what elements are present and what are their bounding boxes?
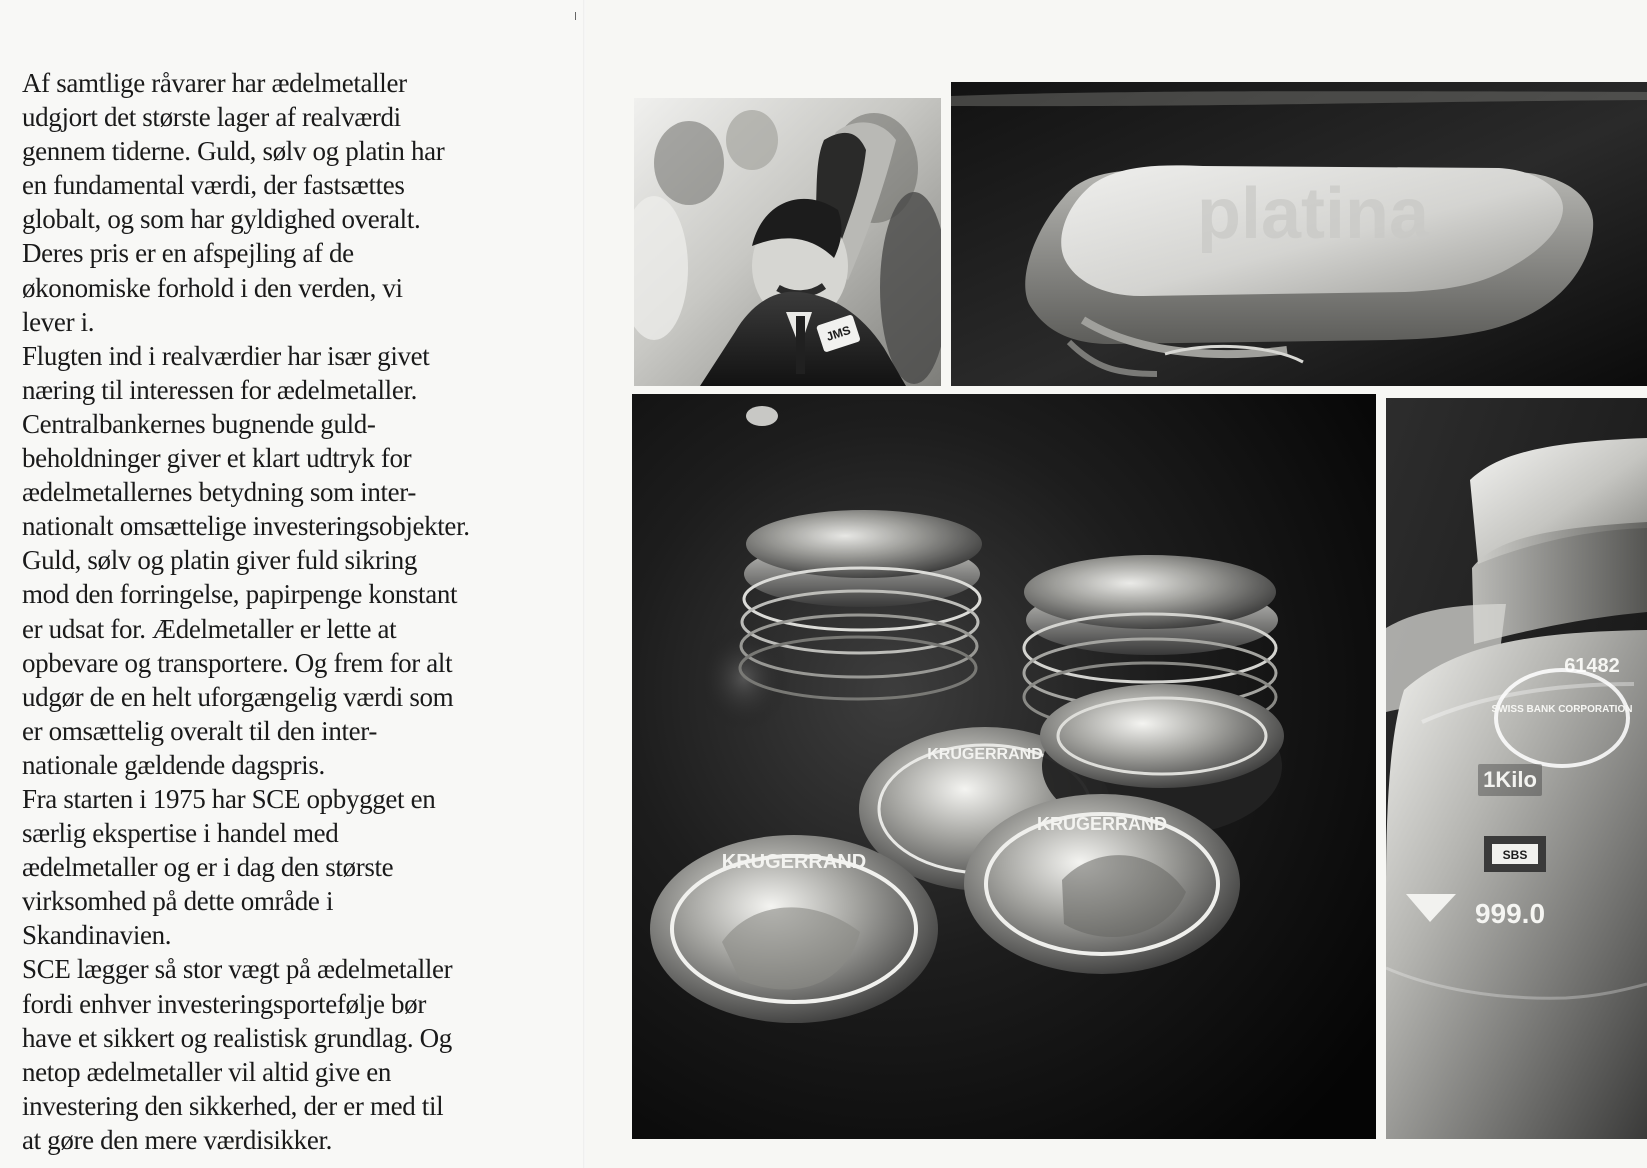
coin-inscription-3: KRUGERRAND	[1037, 814, 1167, 834]
paragraph-1: Af samtlige råvarer har ædelmetaller udgjort det største lager af realværdi gennem tiderne. Guld, sølv og platin har en fundamental værdi, der fastsættes globalt, og som har gyldighed overalt. Deres pris er en afspejling af de økonomiske forhold i den verden, vi lever i.	[22, 68, 445, 337]
gold-bar-serial: 61482	[1564, 655, 1620, 677]
gold-bar-weight: 1Kilo	[1483, 767, 1537, 792]
coin-inscription-1: KRUGERRAND	[927, 746, 1043, 763]
trader-photo	[634, 98, 941, 386]
platinum-bar-photo	[951, 82, 1647, 386]
gold-bars-photo	[1386, 398, 1647, 1139]
platinum-bar-graphic	[951, 82, 1647, 386]
body-copy	[22, 66, 562, 1157]
krugerrand-coins-photo	[632, 394, 1376, 1139]
paragraph-3: Fra starten i 1975 har SCE opbygget en særlig ekspertise i handel med ædelmetaller og er i dag den største virksomhed på dette område i Skandinavien.	[22, 783, 436, 951]
paragraph-2: Flugten ind i realværdier har især givet næring til interessen for ædelmetaller. Centralbankernes bugnende guld- beholdninger giver et klart udtryk for ædelmetallernes betydning som inter- nationalt omsættelige investeringsobjekter. Guld, sølv og platin giver fuld sikring mod den forringelse, papirpenge konstant er udsat for. Ædelmetaller er lette at opbevare og transportere. Og frem for alt udgør de en helt uforgængelig værdi som er omsættelig overalt til den inter- nationale gældende dagspris.	[22, 340, 470, 780]
coin-inscription-2: KRUGERRAND	[721, 851, 867, 873]
gutter-mark	[575, 12, 576, 20]
paragraph-4: SCE lægger så stor vægt på ædelmetaller fordi enhver investeringsportefølje bør have et sikkert og realistisk grundlag. Og netop ædelmetaller vil altid give en investering den sikkerhed, der er med til at gøre den mere værdisikker.	[22, 954, 453, 1155]
gold-bar-fineness: 999.0	[1474, 898, 1546, 929]
coins-graphic	[632, 394, 1376, 1139]
svg-text:JMS: JMS	[824, 322, 853, 344]
platinum-bar-marking: platina	[1196, 174, 1430, 254]
trader-photo-graphic	[634, 98, 941, 386]
gold-bar-badge: SBS	[1502, 848, 1528, 862]
left-page	[0, 0, 585, 1168]
gold-bars-graphic	[1386, 398, 1647, 1139]
gold-bar-maker: SWISS BANK CORPORATION	[1491, 704, 1633, 715]
